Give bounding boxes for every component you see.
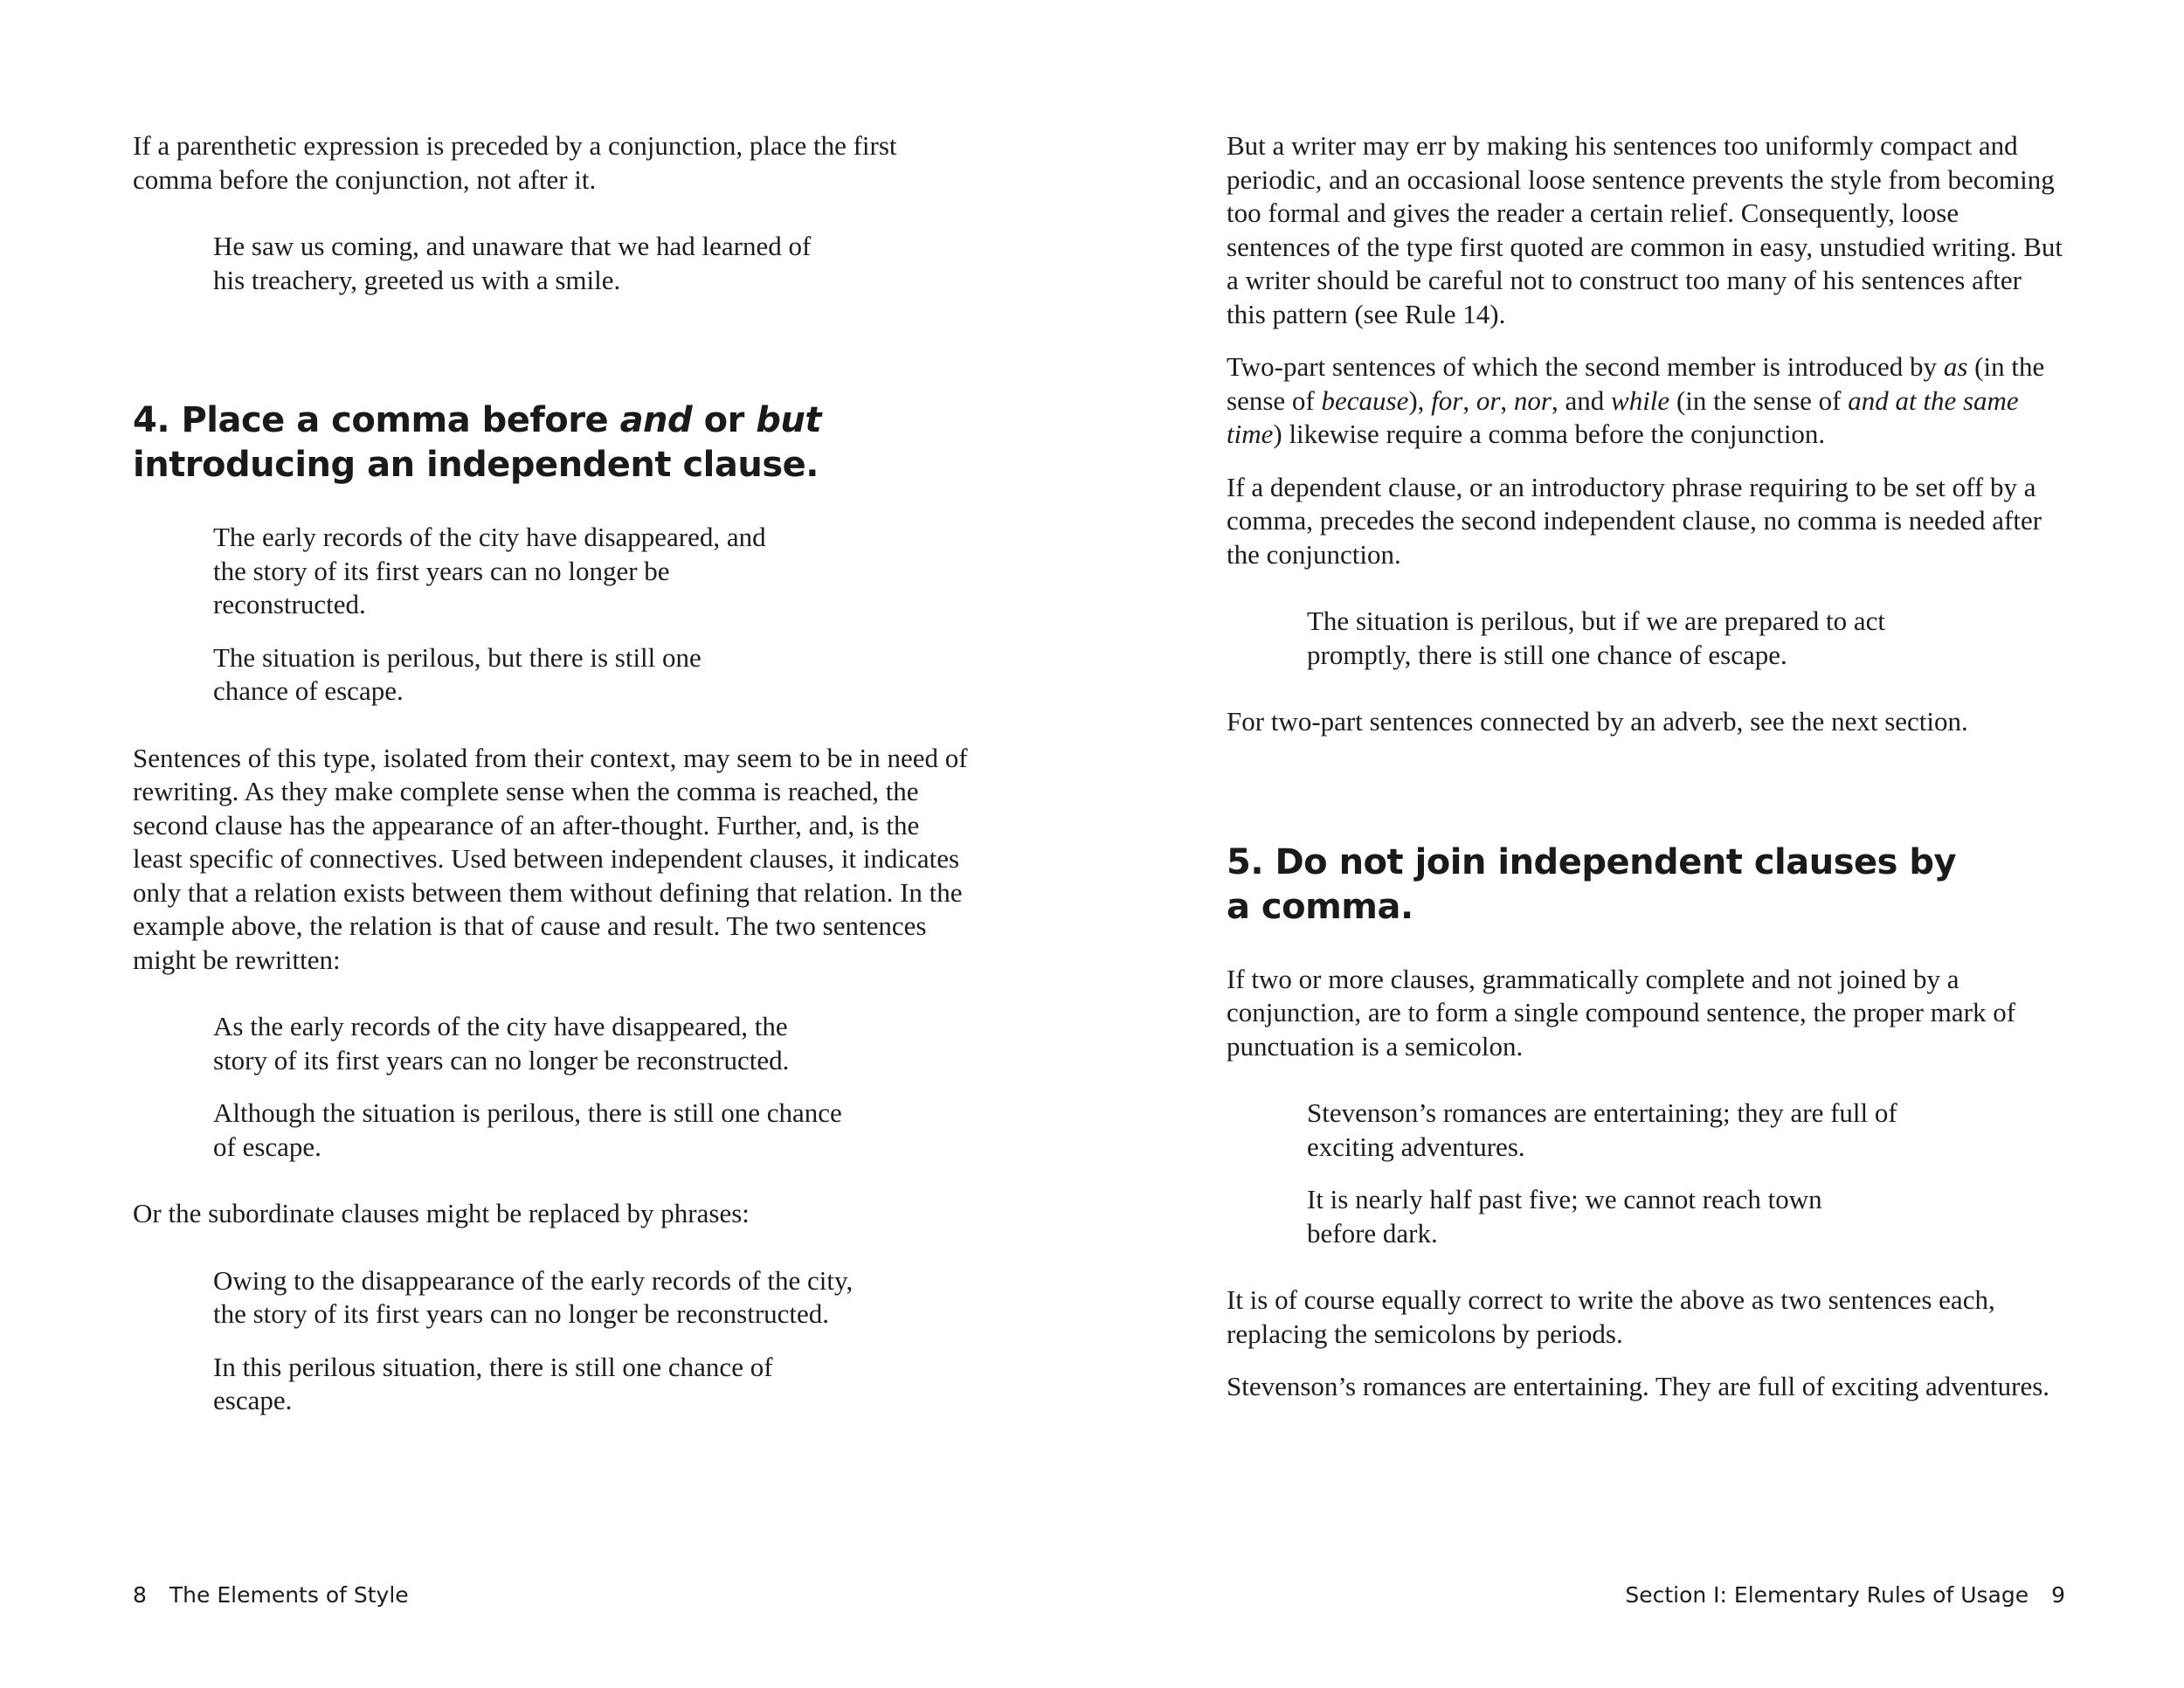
right-footer — [1625, 1581, 2065, 1609]
section-title: Section I: Elementary Rules of Usage — [1625, 1582, 2029, 1608]
rule-4-heading: 4. Place a comma before and or but introducing an independent clause. — [133, 400, 821, 485]
rule-4-example-2: The situation is perilous, but there is still one chance of escape. — [213, 641, 702, 706]
phrases-intro: Or the subordinate clauses might be replaced by phrases: — [133, 1198, 750, 1228]
periods-paragraph: It is of course equally correct to write the above as two sentences each, replacing the semicolons by periods. — [1227, 1284, 1995, 1349]
intro-paragraph: If a parenthetic expression is preceded by a conjunction, place the first comma before the conjunction, not after it. — [133, 130, 897, 195]
semicolon-example-1: Stevenson’s romances are entertaining; they are full of exciting adventures. — [1307, 1097, 1897, 1162]
left-page — [133, 0, 971, 1688]
rule-4-example-1: The early records of the city have disappeared, and the story of its first years can no longer be reconstructed. — [213, 522, 766, 619]
phrase-example-2: In this perilous situation, there is still one chance of escape. — [213, 1351, 773, 1415]
loose-sentence-paragraph: But a writer may err by making his sentences too uniformly compact and periodic, and an occasional loose sentence prevents the style from becoming too formal and gives the reader a certain relief. Consequently, loose sentences of the type first quoted are common in easy, unstudied writing. But a writer should be careful not to construct too many of his sentences after this pattern (see Rule 14). — [1227, 130, 2063, 329]
left-footer — [133, 1581, 409, 1609]
rewrite-example-1: As the early records of the city have disappeared, the story of its first years can no longer be reconstructed. — [213, 1011, 790, 1076]
dependent-clause-example: The situation is perilous, but if we are prepared to act promptly, there is still one chance of escape. — [1307, 605, 1885, 670]
semicolon-example-2: It is nearly half past five; we cannot reach town before dark. — [1307, 1184, 1822, 1249]
rewrite-example-2: Although the situation is perilous, there is still one chance of escape. — [213, 1097, 842, 1162]
page-number: 8 — [133, 1582, 147, 1608]
dependent-clause-paragraph: If a dependent clause, or an introductory phrase requiring to be set off by a comma, precedes the second independent clause, no comma is needed after the conjunction. — [1227, 471, 2042, 570]
periods-example: Stevenson’s romances are entertaining. They are full of exciting adventures. — [1227, 1371, 2050, 1401]
right-page — [1227, 0, 2065, 1688]
right-page-content — [1227, 129, 2065, 1423]
adverb-reference: For two-part sentences connected by an adverb, see the next section. — [1227, 706, 1968, 737]
phrase-example-1: Owing to the disappearance of the early records of the city, the story of its first years can no longer be reconstructed. — [213, 1264, 854, 1329]
page-number: 9 — [2051, 1582, 2065, 1608]
semicolon-paragraph: If two or more clauses, grammatically complete and not joined by a conjunction, are to form a single compound sentence, the proper mark of punctuation is a semicolon. — [1227, 963, 2016, 1062]
intro-example: He saw us coming, and unaware that we had learned of his treachery, greeted us with a smile. — [213, 231, 812, 295]
rule-4-explanation: Sentences of this type, isolated from their context, may seem to be in need of rewriting. As they make complete sense when the comma is reached, the second clause has the appearance of an after-thought. Further, and, is the least specific of connectives. Used between independent clauses, it indicates only that a relation exists between them without defining that relation. In the example above, the relation is that of cause and result. The two sentences might be rewritten: — [133, 742, 968, 975]
book-title: The Elements of Style — [169, 1582, 409, 1608]
rule-5-heading: 5. Do not join independent clauses by a comma. — [1227, 841, 1957, 927]
left-page-content — [133, 129, 971, 1437]
two-part-sentence-paragraph: Two-part sentences of which the second member is introduced by as (in the sense of because), for, or, nor, and while (in the sense of and at the same time) likewise require a comma before the conjunction. — [1227, 351, 2045, 449]
